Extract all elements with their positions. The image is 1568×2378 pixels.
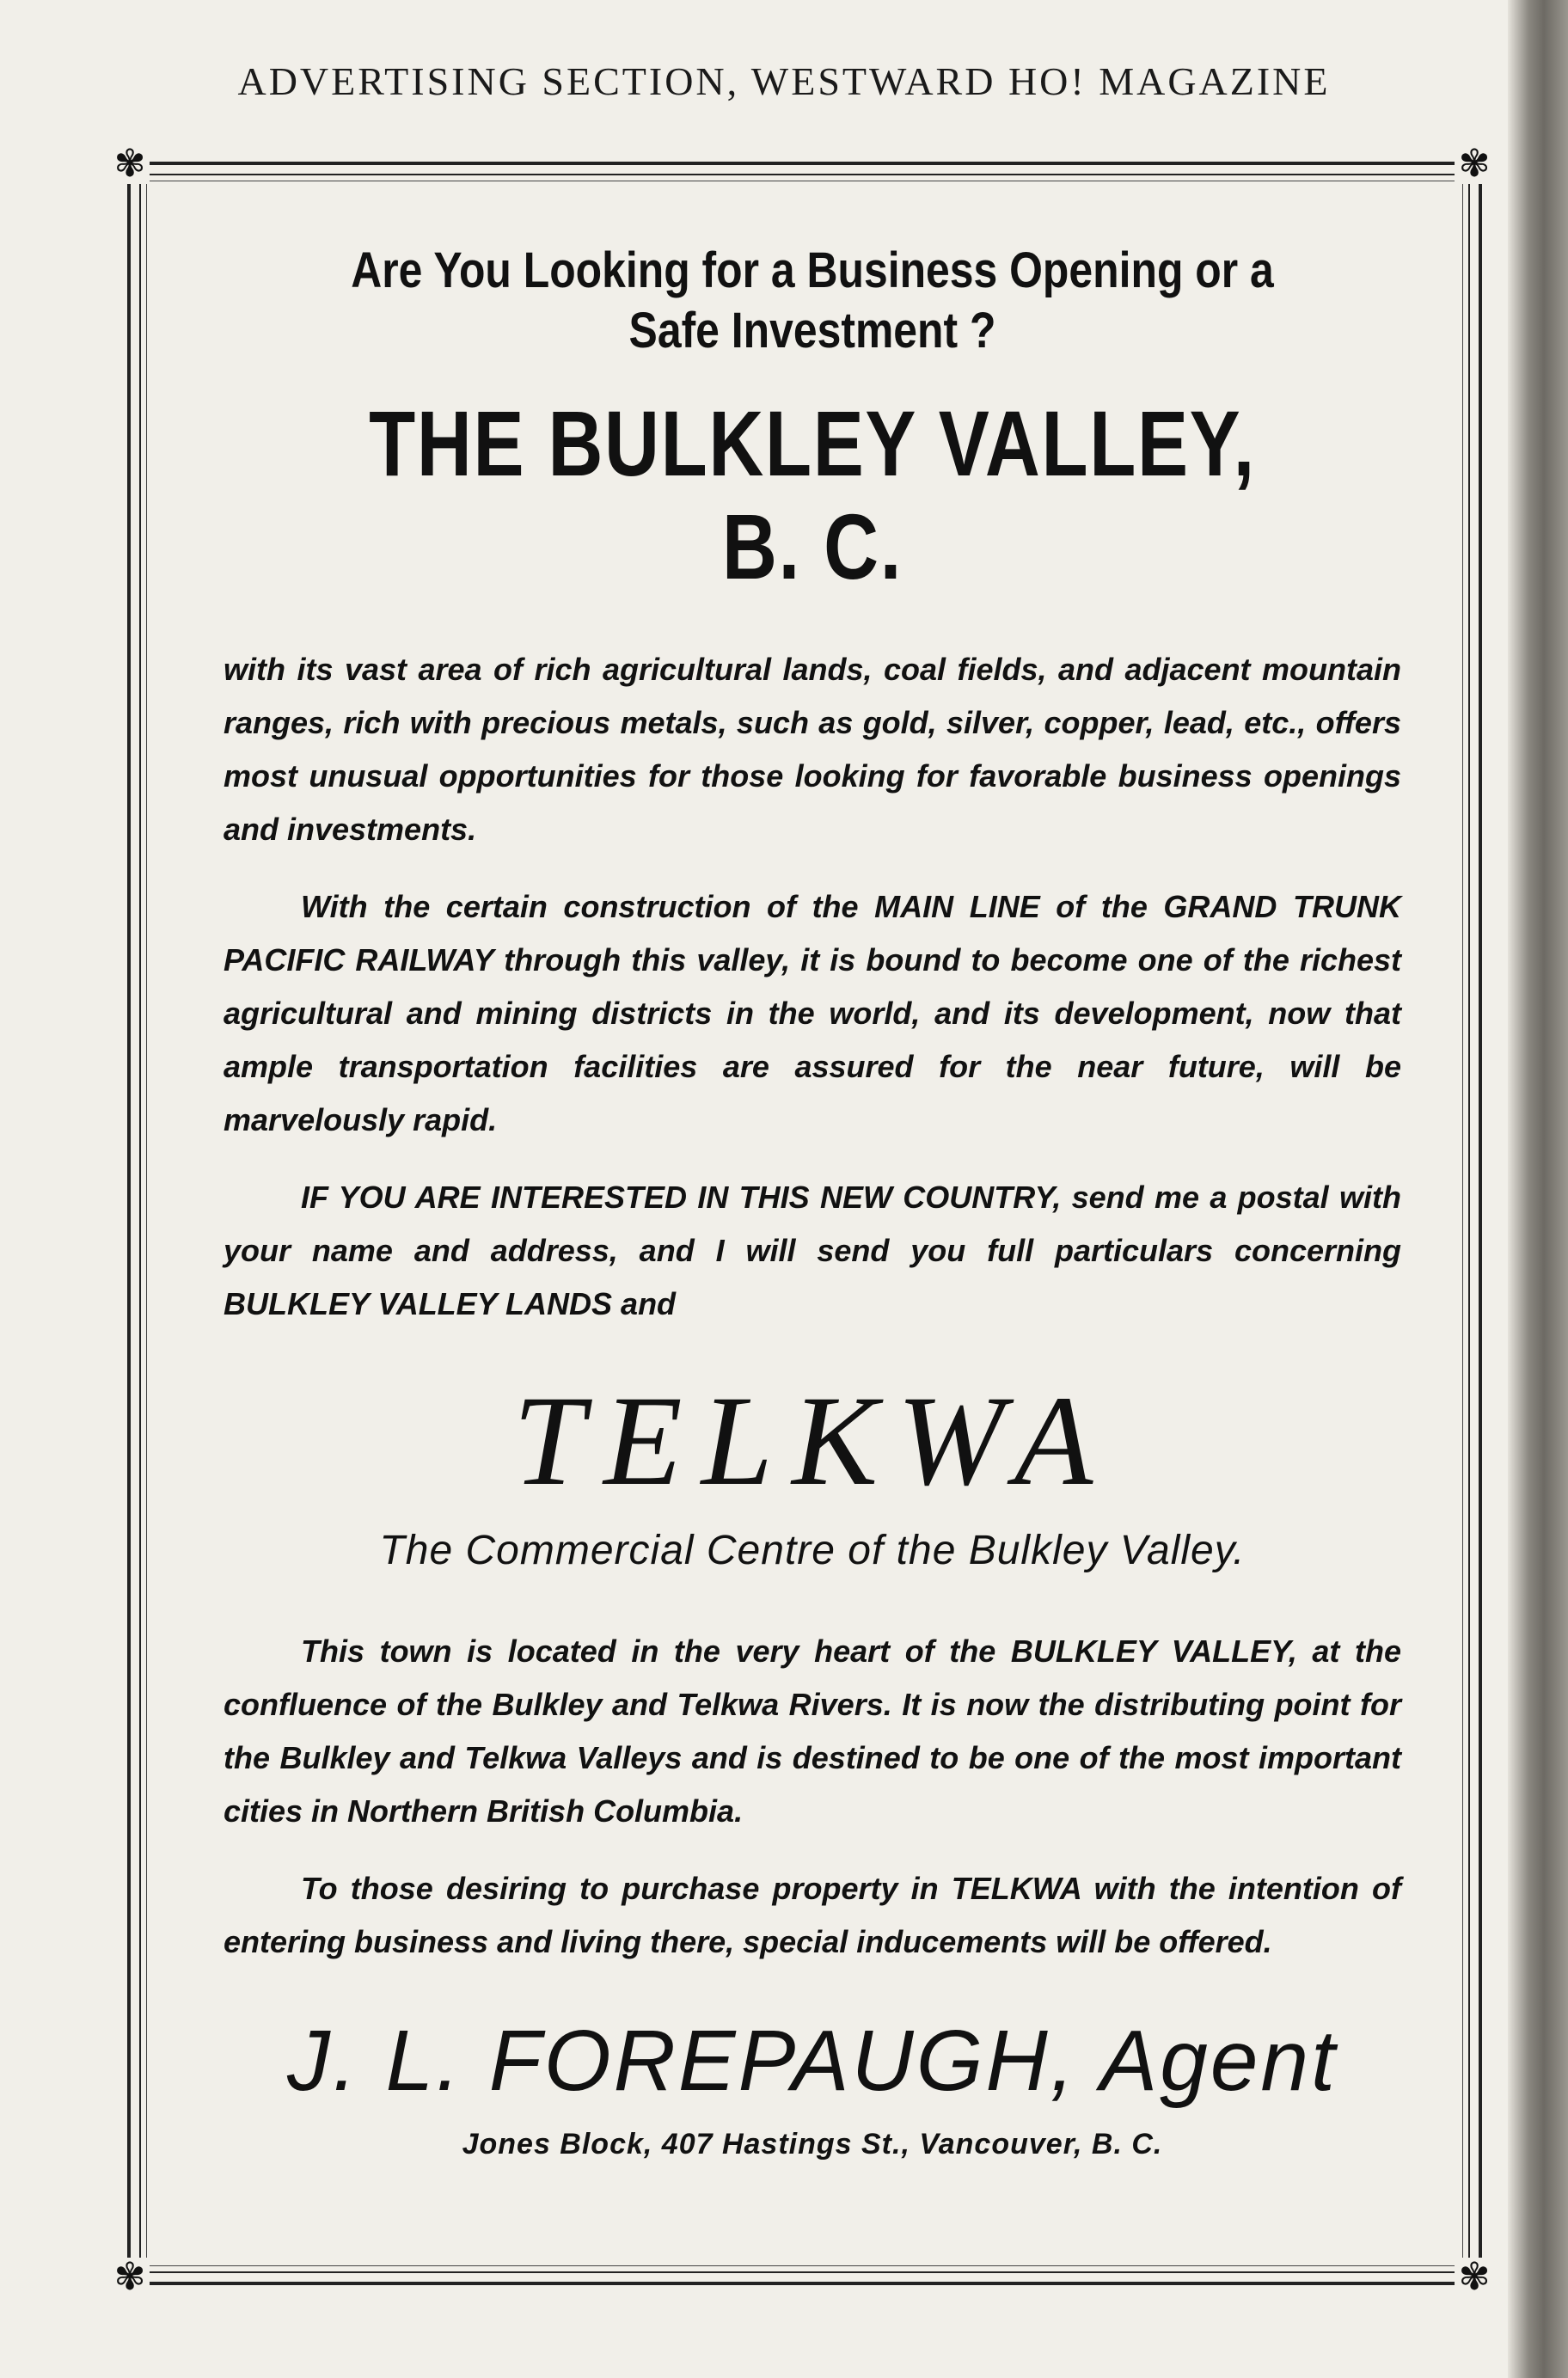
page-edge-shadow xyxy=(1508,0,1568,2378)
advertisement-body xyxy=(224,241,1401,2165)
town-subtitle: The Commercial Centre of the Bulkley Valley. xyxy=(379,1528,1246,1573)
ad-headline: Are You Looking for a Business Opening or a Safe Investment ? xyxy=(351,242,1274,359)
inducement-paragraph: To those desiring to purchase property in TELKWA with the intention of entering business and living there, special inducements will be offered. xyxy=(224,1871,1401,1959)
agent-address: Jones Block, 407 Hastings St., Vancouver, B. C. xyxy=(462,2128,1163,2160)
corner-ornament-icon: ✾ xyxy=(110,2258,150,2297)
running-head: ADVERTISING SECTION, WESTWARD HO! MAGAZINE xyxy=(237,59,1331,103)
town-name: TELKWA xyxy=(512,1370,1112,1512)
inquiry-paragraph: IF YOU ARE INTERESTED IN THIS NEW COUNTRY, send me a postal with your name and address, and I will send you full particulars concerning BULKLEY VALLEY LANDS and xyxy=(224,1180,1401,1321)
agent-name: J. L. FOREPAUGH, Agent xyxy=(287,2013,1338,2109)
intro-paragraph: with its vast area of rich agricultural lands, coal fields, and adjacent mountain ranges, rich with precious metals, such as gold, silver, copper, lead, etc., offers most unusual opportunities for those looking for favorable business openings and investments. xyxy=(224,652,1401,847)
railway-paragraph: With the certain construction of the MAIN LINE of the GRAND TRUNK PACIFIC RAILWAY through this valley, it is bound to become one of the richest agricultural and mining districts in the world, and its development, now that ample transportation facilities are assured for the near future, will be marvelously rapid. xyxy=(224,889,1401,1137)
corner-ornament-icon: ✾ xyxy=(1455,2258,1494,2297)
corner-ornament-icon: ✾ xyxy=(110,144,150,184)
town-description-paragraph: This town is located in the very heart of the BULKLEY VALLEY, at the confluence of the Bulkley and Telkwa Rivers. It is now the distributing point for the Bulkley and Telkwa Valleys and is destined to be one of the most important cities in Northern British Columbia. xyxy=(224,1633,1401,1829)
corner-ornament-icon: ✾ xyxy=(1455,144,1494,184)
ad-title: THE BULKLEY VALLEY, B. C. xyxy=(369,391,1256,598)
